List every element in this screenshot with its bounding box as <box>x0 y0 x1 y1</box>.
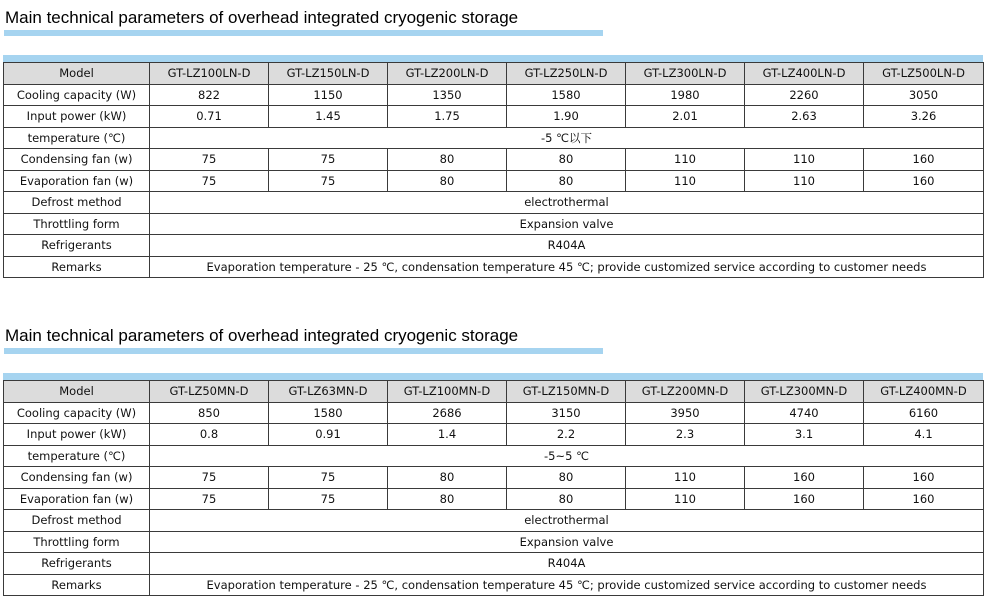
model-cell: GT-LZ500LN-D <box>864 63 984 85</box>
value-cell: 80 <box>507 170 626 192</box>
title-underline <box>4 30 603 36</box>
row-label: Cooling capacity (W) <box>4 84 150 106</box>
value-cell: 1350 <box>388 84 507 106</box>
refrigerants-row <box>4 553 984 575</box>
value-cell: 110 <box>626 488 745 510</box>
value-cell: 2686 <box>388 402 507 424</box>
row-label: Defrost method <box>4 192 150 214</box>
value-cell: 160 <box>864 170 984 192</box>
value-cell: 80 <box>388 467 507 489</box>
row-label: Model <box>4 381 150 403</box>
row-label: temperature (℃) <box>4 445 150 467</box>
condensing-fan-row <box>4 149 984 171</box>
value-cell: 110 <box>626 149 745 171</box>
input-power-row <box>4 106 984 128</box>
model-cell: GT-LZ400LN-D <box>745 63 864 85</box>
section-title: Main technical parameters of overhead integrated cryogenic storage <box>5 326 519 345</box>
condensing-fan-row <box>4 467 984 489</box>
value-cell: 1580 <box>269 402 388 424</box>
title-underline <box>4 348 603 354</box>
value-cell: 110 <box>626 170 745 192</box>
params-table-2 <box>3 380 984 596</box>
model-cell: GT-LZ50MN-D <box>150 381 269 403</box>
merged-value-cell: Expansion valve <box>150 213 984 235</box>
model-cell: GT-LZ100MN-D <box>388 381 507 403</box>
value-cell: 1980 <box>626 84 745 106</box>
row-label: Refrigerants <box>4 553 150 575</box>
value-cell: 3.26 <box>864 106 984 128</box>
row-label: Throttling form <box>4 213 150 235</box>
model-cell: GT-LZ250LN-D <box>507 63 626 85</box>
merged-value-cell: -5~5 ℃ <box>150 445 984 467</box>
throttling-form-row <box>4 213 984 235</box>
value-cell: 4740 <box>745 402 864 424</box>
value-cell: 3050 <box>864 84 984 106</box>
value-cell: 3150 <box>507 402 626 424</box>
header-row <box>4 381 984 403</box>
model-cell: GT-LZ200MN-D <box>626 381 745 403</box>
input-power-row <box>4 424 984 446</box>
value-cell: 1.90 <box>507 106 626 128</box>
temperature-row <box>4 445 984 467</box>
temperature-row <box>4 127 984 149</box>
row-label: Input power (kW) <box>4 106 150 128</box>
value-cell: 75 <box>269 488 388 510</box>
row-label: Refrigerants <box>4 235 150 257</box>
merged-value-cell: Expansion valve <box>150 531 984 553</box>
value-cell: 80 <box>507 488 626 510</box>
row-label: Evaporation fan (w) <box>4 488 150 510</box>
throttling-form-row <box>4 531 984 553</box>
row-label: Cooling capacity (W) <box>4 402 150 424</box>
value-cell: 2.2 <box>507 424 626 446</box>
value-cell: 2.01 <box>626 106 745 128</box>
remarks-row <box>4 256 984 278</box>
value-cell: 75 <box>150 467 269 489</box>
value-cell: 110 <box>626 467 745 489</box>
value-cell: 1580 <box>507 84 626 106</box>
defrost-method-row <box>4 192 984 214</box>
header-row <box>4 63 984 85</box>
merged-value-cell: R404A <box>150 553 984 575</box>
value-cell: 75 <box>269 170 388 192</box>
value-cell: 3.1 <box>745 424 864 446</box>
value-cell: 75 <box>150 149 269 171</box>
row-label: Remarks <box>4 574 150 596</box>
refrigerants-row <box>4 235 984 257</box>
params-table-1 <box>3 62 984 278</box>
value-cell: 110 <box>745 149 864 171</box>
value-cell: 160 <box>864 467 984 489</box>
value-cell: 3950 <box>626 402 745 424</box>
evaporation-fan-row <box>4 170 984 192</box>
defrost-method-row <box>4 510 984 532</box>
model-cell: GT-LZ150LN-D <box>269 63 388 85</box>
value-cell: 0.8 <box>150 424 269 446</box>
value-cell: 1.45 <box>269 106 388 128</box>
value-cell: 75 <box>269 149 388 171</box>
value-cell: 822 <box>150 84 269 106</box>
value-cell: 80 <box>388 170 507 192</box>
row-label: temperature (℃) <box>4 127 150 149</box>
value-cell: 160 <box>864 149 984 171</box>
value-cell: 80 <box>507 467 626 489</box>
value-cell: 0.71 <box>150 106 269 128</box>
row-label: Condensing fan (w) <box>4 149 150 171</box>
merged-value-cell: Evaporation temperature - 25 ℃, condensation temperature 45 ℃; provide customized service according to customer needs <box>150 256 984 278</box>
value-cell: 2260 <box>745 84 864 106</box>
value-cell: 160 <box>745 467 864 489</box>
value-cell: 0.91 <box>269 424 388 446</box>
value-cell: 6160 <box>864 402 984 424</box>
value-cell: 1150 <box>269 84 388 106</box>
value-cell: 110 <box>745 170 864 192</box>
value-cell: 75 <box>150 170 269 192</box>
value-cell: 1.75 <box>388 106 507 128</box>
value-cell: 2.63 <box>745 106 864 128</box>
model-cell: GT-LZ150MN-D <box>507 381 626 403</box>
merged-value-cell: -5 ℃以下 <box>150 127 984 149</box>
row-label: Defrost method <box>4 510 150 532</box>
row-label: Evaporation fan (w) <box>4 170 150 192</box>
table-top-band <box>3 373 983 380</box>
row-label: Input power (kW) <box>4 424 150 446</box>
value-cell: 80 <box>388 149 507 171</box>
merged-value-cell: electrothermal <box>150 192 984 214</box>
value-cell: 75 <box>269 467 388 489</box>
remarks-row <box>4 574 984 596</box>
model-cell: GT-LZ100LN-D <box>150 63 269 85</box>
merged-value-cell: R404A <box>150 235 984 257</box>
row-label: Model <box>4 63 150 85</box>
value-cell: 80 <box>507 149 626 171</box>
value-cell: 850 <box>150 402 269 424</box>
section-title: Main technical parameters of overhead integrated cryogenic storage <box>5 8 519 27</box>
model-cell: GT-LZ400MN-D <box>864 381 984 403</box>
value-cell: 4.1 <box>864 424 984 446</box>
table-top-band <box>3 55 983 62</box>
value-cell: 80 <box>388 488 507 510</box>
value-cell: 1.4 <box>388 424 507 446</box>
model-cell: GT-LZ300LN-D <box>626 63 745 85</box>
merged-value-cell: Evaporation temperature - 25 ℃, condensation temperature 45 ℃; provide customized service according to customer needs <box>150 574 984 596</box>
row-label: Throttling form <box>4 531 150 553</box>
model-cell: GT-LZ63MN-D <box>269 381 388 403</box>
merged-value-cell: electrothermal <box>150 510 984 532</box>
value-cell: 2.3 <box>626 424 745 446</box>
value-cell: 160 <box>745 488 864 510</box>
model-cell: GT-LZ300MN-D <box>745 381 864 403</box>
row-label: Remarks <box>4 256 150 278</box>
value-cell: 160 <box>864 488 984 510</box>
model-cell: GT-LZ200LN-D <box>388 63 507 85</box>
row-label: Condensing fan (w) <box>4 467 150 489</box>
value-cell: 75 <box>150 488 269 510</box>
cooling-capacity-row <box>4 84 984 106</box>
cooling-capacity-row <box>4 402 984 424</box>
evaporation-fan-row <box>4 488 984 510</box>
